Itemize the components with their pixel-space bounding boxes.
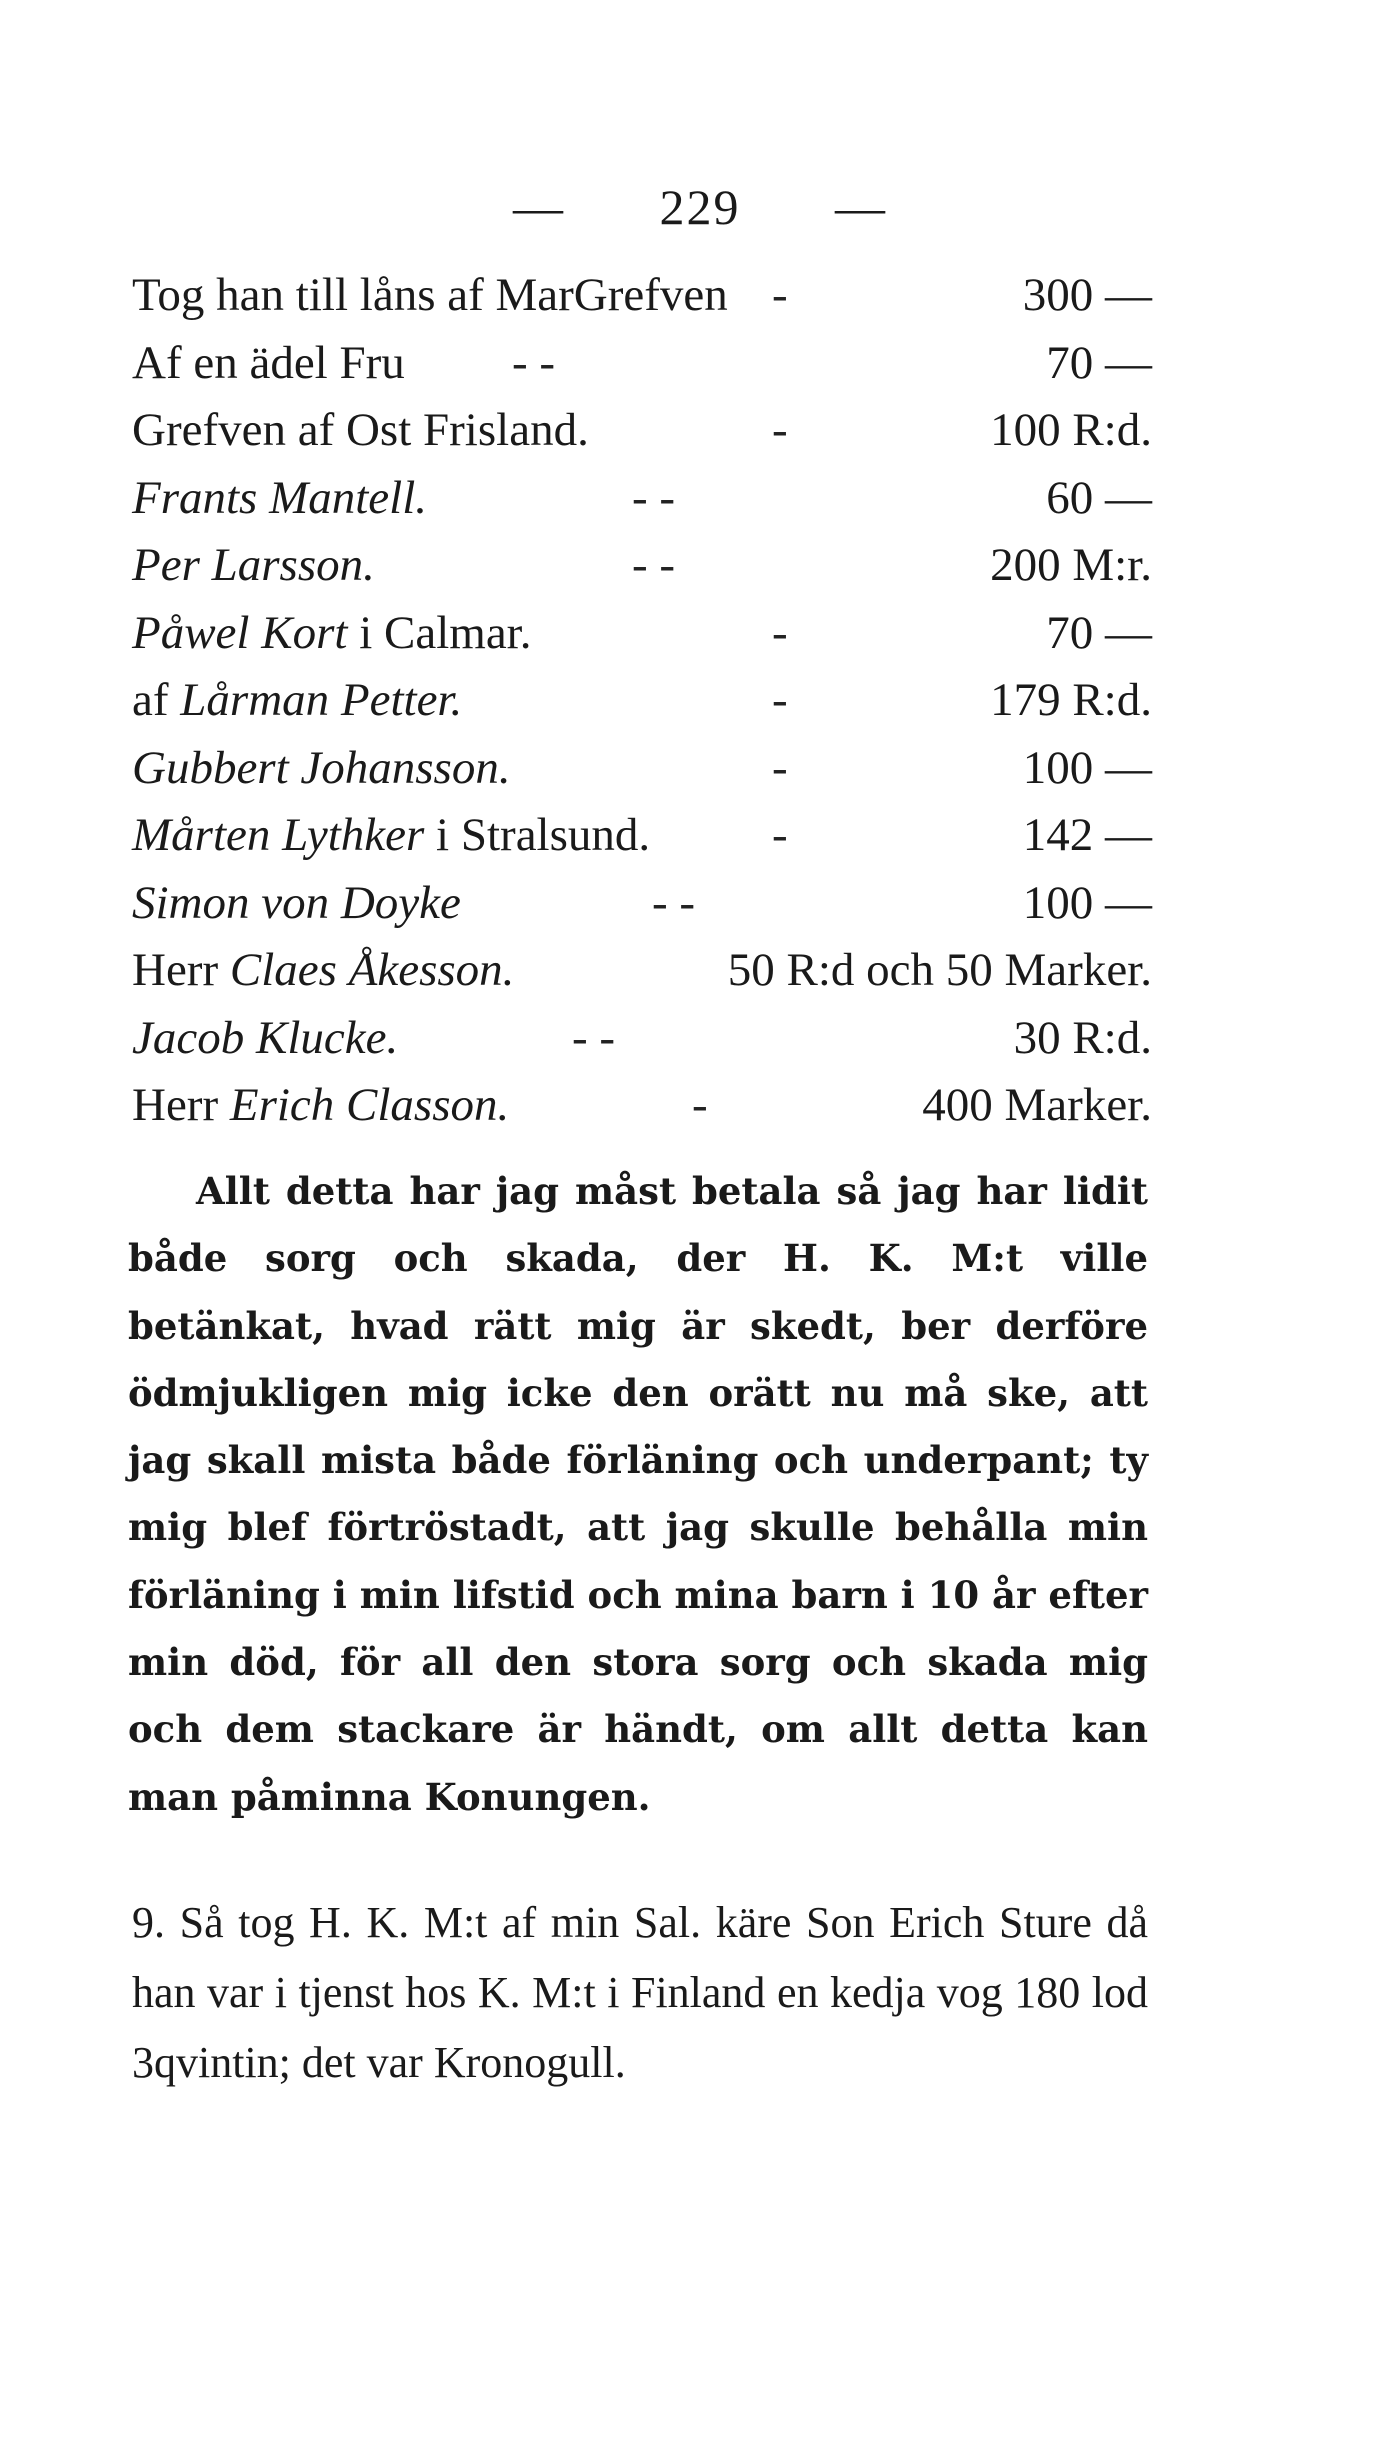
ledger-amount: 142 — (1022, 809, 1152, 861)
ledger-amount: 100 — (1022, 741, 1152, 794)
page-header (0, 178, 1400, 236)
ledger-row (132, 808, 1152, 876)
paragraph-text: 9. Så tog H. K. M:t af min Sal. käre Son Erich Sture då han var i tjenst hos K. M:t i Finland en kedja vog 180 lod 3qvintin; det var Kronogull. (132, 1898, 1148, 2087)
ledger-creditor (132, 808, 650, 862)
ledger-creditor (132, 1078, 509, 1132)
creditor-name: Mårten Lythker (132, 809, 425, 861)
ledger-creditor: Tog han till låns af MarGrefven (132, 269, 728, 321)
creditor-name: Erich Classon. (229, 1079, 510, 1131)
ledger-row (132, 471, 1152, 539)
ledger-creditor: Per Larsson. (132, 539, 375, 591)
ledger-dash: - (692, 1079, 708, 1131)
ledger-dash: - (772, 269, 788, 321)
creditor-prefix: Herr (132, 944, 230, 996)
ledger-amount: 200 M:r. (990, 539, 1152, 591)
creditor-place: i Calmar. (347, 606, 532, 659)
header-dash-right: — (835, 179, 887, 235)
creditor-name: Påwel Kort (132, 606, 348, 659)
ledger-row (132, 1011, 1152, 1079)
ledger-row (132, 673, 1152, 741)
ledger-dash: - (772, 741, 788, 794)
ledger-amount: 70 — (1046, 336, 1152, 389)
ledger-amount: 70 — (1046, 606, 1152, 659)
ledger-amount: 60 — (1046, 471, 1152, 524)
ledger-dash: - - (572, 1011, 616, 1064)
ledger-creditor: Jacob Klucke. (132, 1011, 399, 1064)
ledger-row (132, 606, 1152, 674)
creditor-name: Lårman Petter. (180, 674, 463, 726)
page-number: 229 (659, 179, 741, 235)
creditor-place: i Stralsund. (424, 809, 651, 861)
ledger-creditor (132, 673, 462, 727)
ledger-creditor (132, 606, 532, 660)
ledger-row (132, 943, 1152, 1011)
ledger-row (132, 268, 1152, 336)
ledger-amount: 300 — (1022, 269, 1152, 321)
item-nine-paragraph (132, 1888, 1148, 2098)
ledger-row (132, 538, 1152, 606)
ledger-creditor: Simon von Doyke (132, 876, 461, 929)
paragraph-text: Allt detta har jag måst betala så jag har lidit både sorg och skada, der H. K. M:t ville betänkat, hvad rätt mig är skedt, ber derföre ödmjukligen mig icke den orätt nu må ske, att jag skall mista både förläning och underpant; ty mig blef förtröstadt, att jag skulle behålla min förläning i min lifstid och mina barn i 10 år efter min död, för all den stora sorg och skada mig och dem stackare är händt, om allt detta kan man påminna Konungen. (128, 1169, 1148, 1819)
ledger-dash: - (772, 674, 788, 726)
ledger-creditor: Grefven af Ost Frisland. (132, 404, 589, 456)
header-dash-left: — (513, 179, 565, 235)
ledger-amount: 179 R:d. (990, 674, 1152, 726)
creditor-prefix: af (132, 674, 181, 726)
ledger-dash: - - (632, 471, 676, 524)
ledger-amount: 30 R:d. (1013, 1011, 1152, 1064)
ledger-creditor: Gubbert Johansson. (132, 741, 511, 794)
creditor-name: Claes Åkesson. (229, 944, 515, 996)
creditor-prefix: Herr (132, 1079, 230, 1131)
ledger-dash: - (772, 404, 788, 456)
ledger-dash: - - (632, 539, 676, 591)
ledger-dash: - (772, 606, 788, 659)
loan-ledger (132, 268, 1152, 1146)
ledger-row (132, 876, 1152, 944)
ledger-amount: 400 Marker. (922, 1079, 1152, 1131)
ledger-amount: 100 — (1022, 876, 1152, 929)
ledger-creditor: Af en ädel Fru (132, 336, 405, 389)
ledger-amount: 100 R:d. (990, 404, 1152, 456)
ledger-creditor (132, 943, 514, 997)
ledger-dash: - (772, 809, 788, 861)
ledger-amount: 50 R:d och 50 Marker. (727, 944, 1152, 996)
ledger-row (132, 741, 1152, 809)
ledger-dash: - - (652, 876, 696, 929)
ledger-row (132, 1078, 1152, 1146)
ledger-row (132, 336, 1152, 404)
ledger-row (132, 403, 1152, 471)
ledger-dash: - - (512, 336, 556, 389)
complaint-paragraph (128, 1158, 1148, 1831)
ledger-creditor: Frants Mantell. (132, 471, 428, 524)
